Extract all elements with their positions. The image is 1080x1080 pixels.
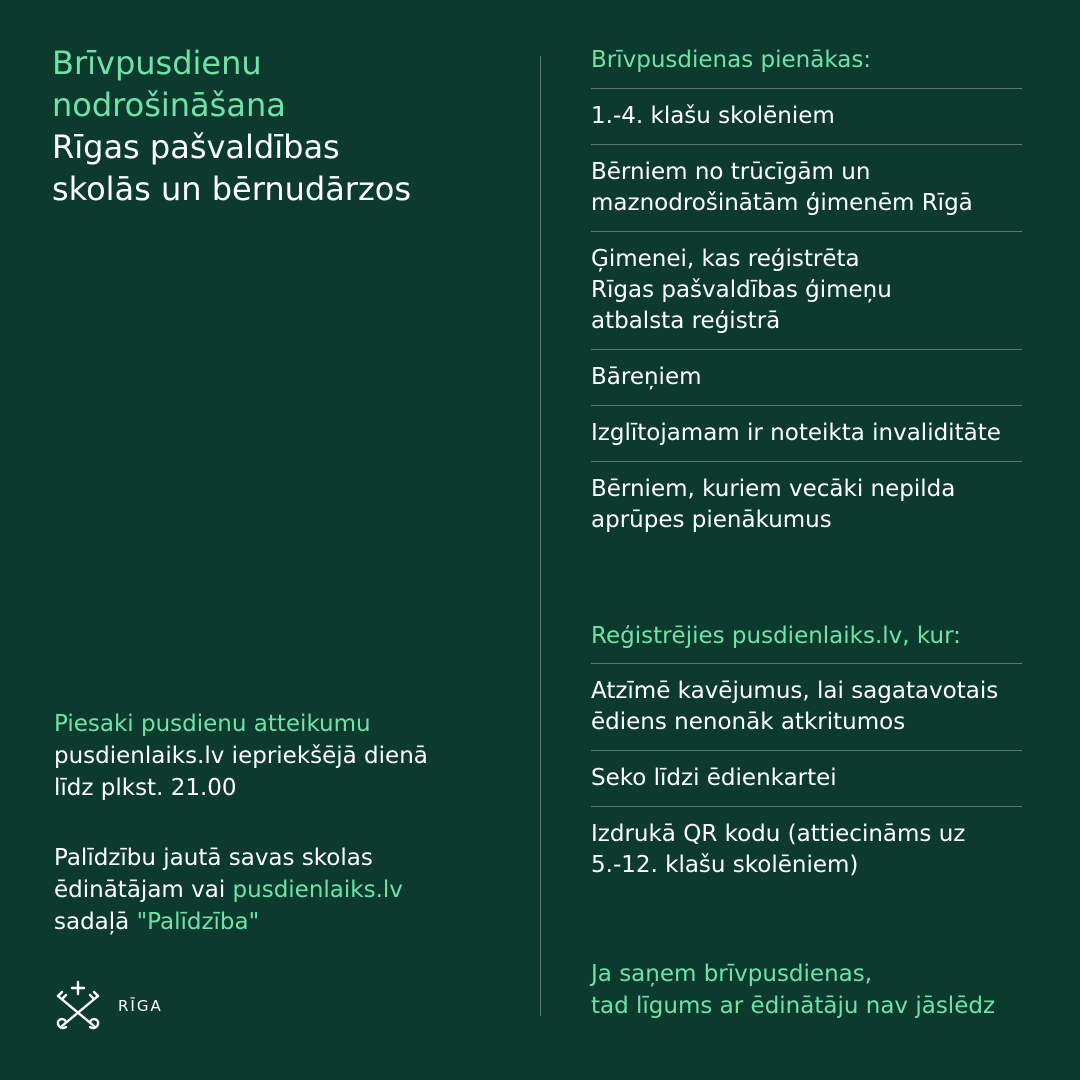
eligibility-item-3-line-3: atbalsta reģistrā xyxy=(591,308,781,334)
help-line-2 xyxy=(54,874,494,906)
list-item xyxy=(591,405,1022,461)
page-title xyxy=(52,42,522,210)
register-item-1-line-1: Atzīmē kavējumus, lai sagatavotais xyxy=(591,678,999,704)
eligibility-item-6-line-2: aprūpes pienākumus xyxy=(591,507,832,533)
register-item-3-line-1: Izdrukā QR kodu (attiecināms uz xyxy=(591,821,966,847)
cancel-line-2: līdz plkst. 21.00 xyxy=(54,775,237,801)
list-item xyxy=(591,144,1022,231)
note-line-2: tad līgums ar ēdinātāju nav jāslēdz xyxy=(591,993,996,1019)
cancel-info xyxy=(54,708,494,804)
riga-logo xyxy=(52,980,163,1032)
title-accent-line-2: nodrošināšana xyxy=(52,86,286,124)
cancel-title: Piesaki pusdienu atteikumu xyxy=(54,711,371,737)
help-line-3 xyxy=(54,906,494,938)
eligibility-item-3-line-2: Rīgas pašvaldības ģimeņu xyxy=(591,277,892,303)
list-item xyxy=(591,806,1022,893)
eligibility-item-3-line-1: Ģimenei, kas reģistrēta xyxy=(591,246,860,272)
title-white-line-2: skolās un bērnudārzos xyxy=(52,170,411,208)
eligibility-item-5-line-1: Izglītojamam ir noteikta invaliditāte xyxy=(591,420,1001,446)
column-divider xyxy=(540,56,541,1016)
register-item-1-line-2: ēdiens nenonāk atkritumos xyxy=(591,709,906,735)
register-item-3-line-2: 5.-12. klašu skolēniem) xyxy=(591,852,859,878)
eligibility-item-1-line-1: 1.-4. klašu skolēniem xyxy=(591,103,835,129)
help-line-2-text: ēdinātājam vai xyxy=(54,877,233,903)
eligibility-item-2-line-1: Bērniem no trūcīgām un xyxy=(591,159,871,185)
cancel-line-1: pusdienlaiks.lv iepriekšējā dienā xyxy=(54,743,428,769)
logo-text: RĪGA xyxy=(118,997,163,1015)
register-item-2-line-1: Seko līdzi ēdienkartei xyxy=(591,765,837,791)
note-line-1: Ja saņem brīvpusdienas, xyxy=(591,961,873,987)
list-item xyxy=(591,231,1022,349)
list-item xyxy=(591,461,1022,548)
eligibility-item-4-line-1: Bāreņiem xyxy=(591,364,702,390)
eligibility-list xyxy=(591,88,1022,548)
register-title: Reģistrējies pusdienlaiks.lv, kur: xyxy=(591,623,961,649)
help-line-3-text: sadaļā xyxy=(54,909,137,935)
help-section-link[interactable]: "Palīdzība" xyxy=(136,909,260,935)
register-list xyxy=(591,663,1022,893)
help-info xyxy=(54,842,494,938)
list-item xyxy=(591,88,1022,144)
eligibility-title: Brīvpusdienas pienākas: xyxy=(591,47,872,73)
list-item xyxy=(591,663,1022,750)
list-item xyxy=(591,750,1022,806)
title-accent-line-1: Brīvpusdienu xyxy=(52,44,262,82)
help-line-1: Palīdzību jautā savas skolas xyxy=(54,845,373,871)
list-item xyxy=(591,349,1022,405)
help-site-link[interactable]: pusdienlaiks.lv xyxy=(232,877,403,903)
eligibility-item-6-line-1: Bērniem, kuriem vecāki nepilda xyxy=(591,476,956,502)
riga-crossed-keys-icon xyxy=(52,980,104,1032)
eligibility-item-2-line-2: maznodrošinātām ģimenēm Rīgā xyxy=(591,190,973,216)
contract-note xyxy=(591,958,995,1022)
title-white-line-1: Rīgas pašvaldības xyxy=(52,128,340,166)
